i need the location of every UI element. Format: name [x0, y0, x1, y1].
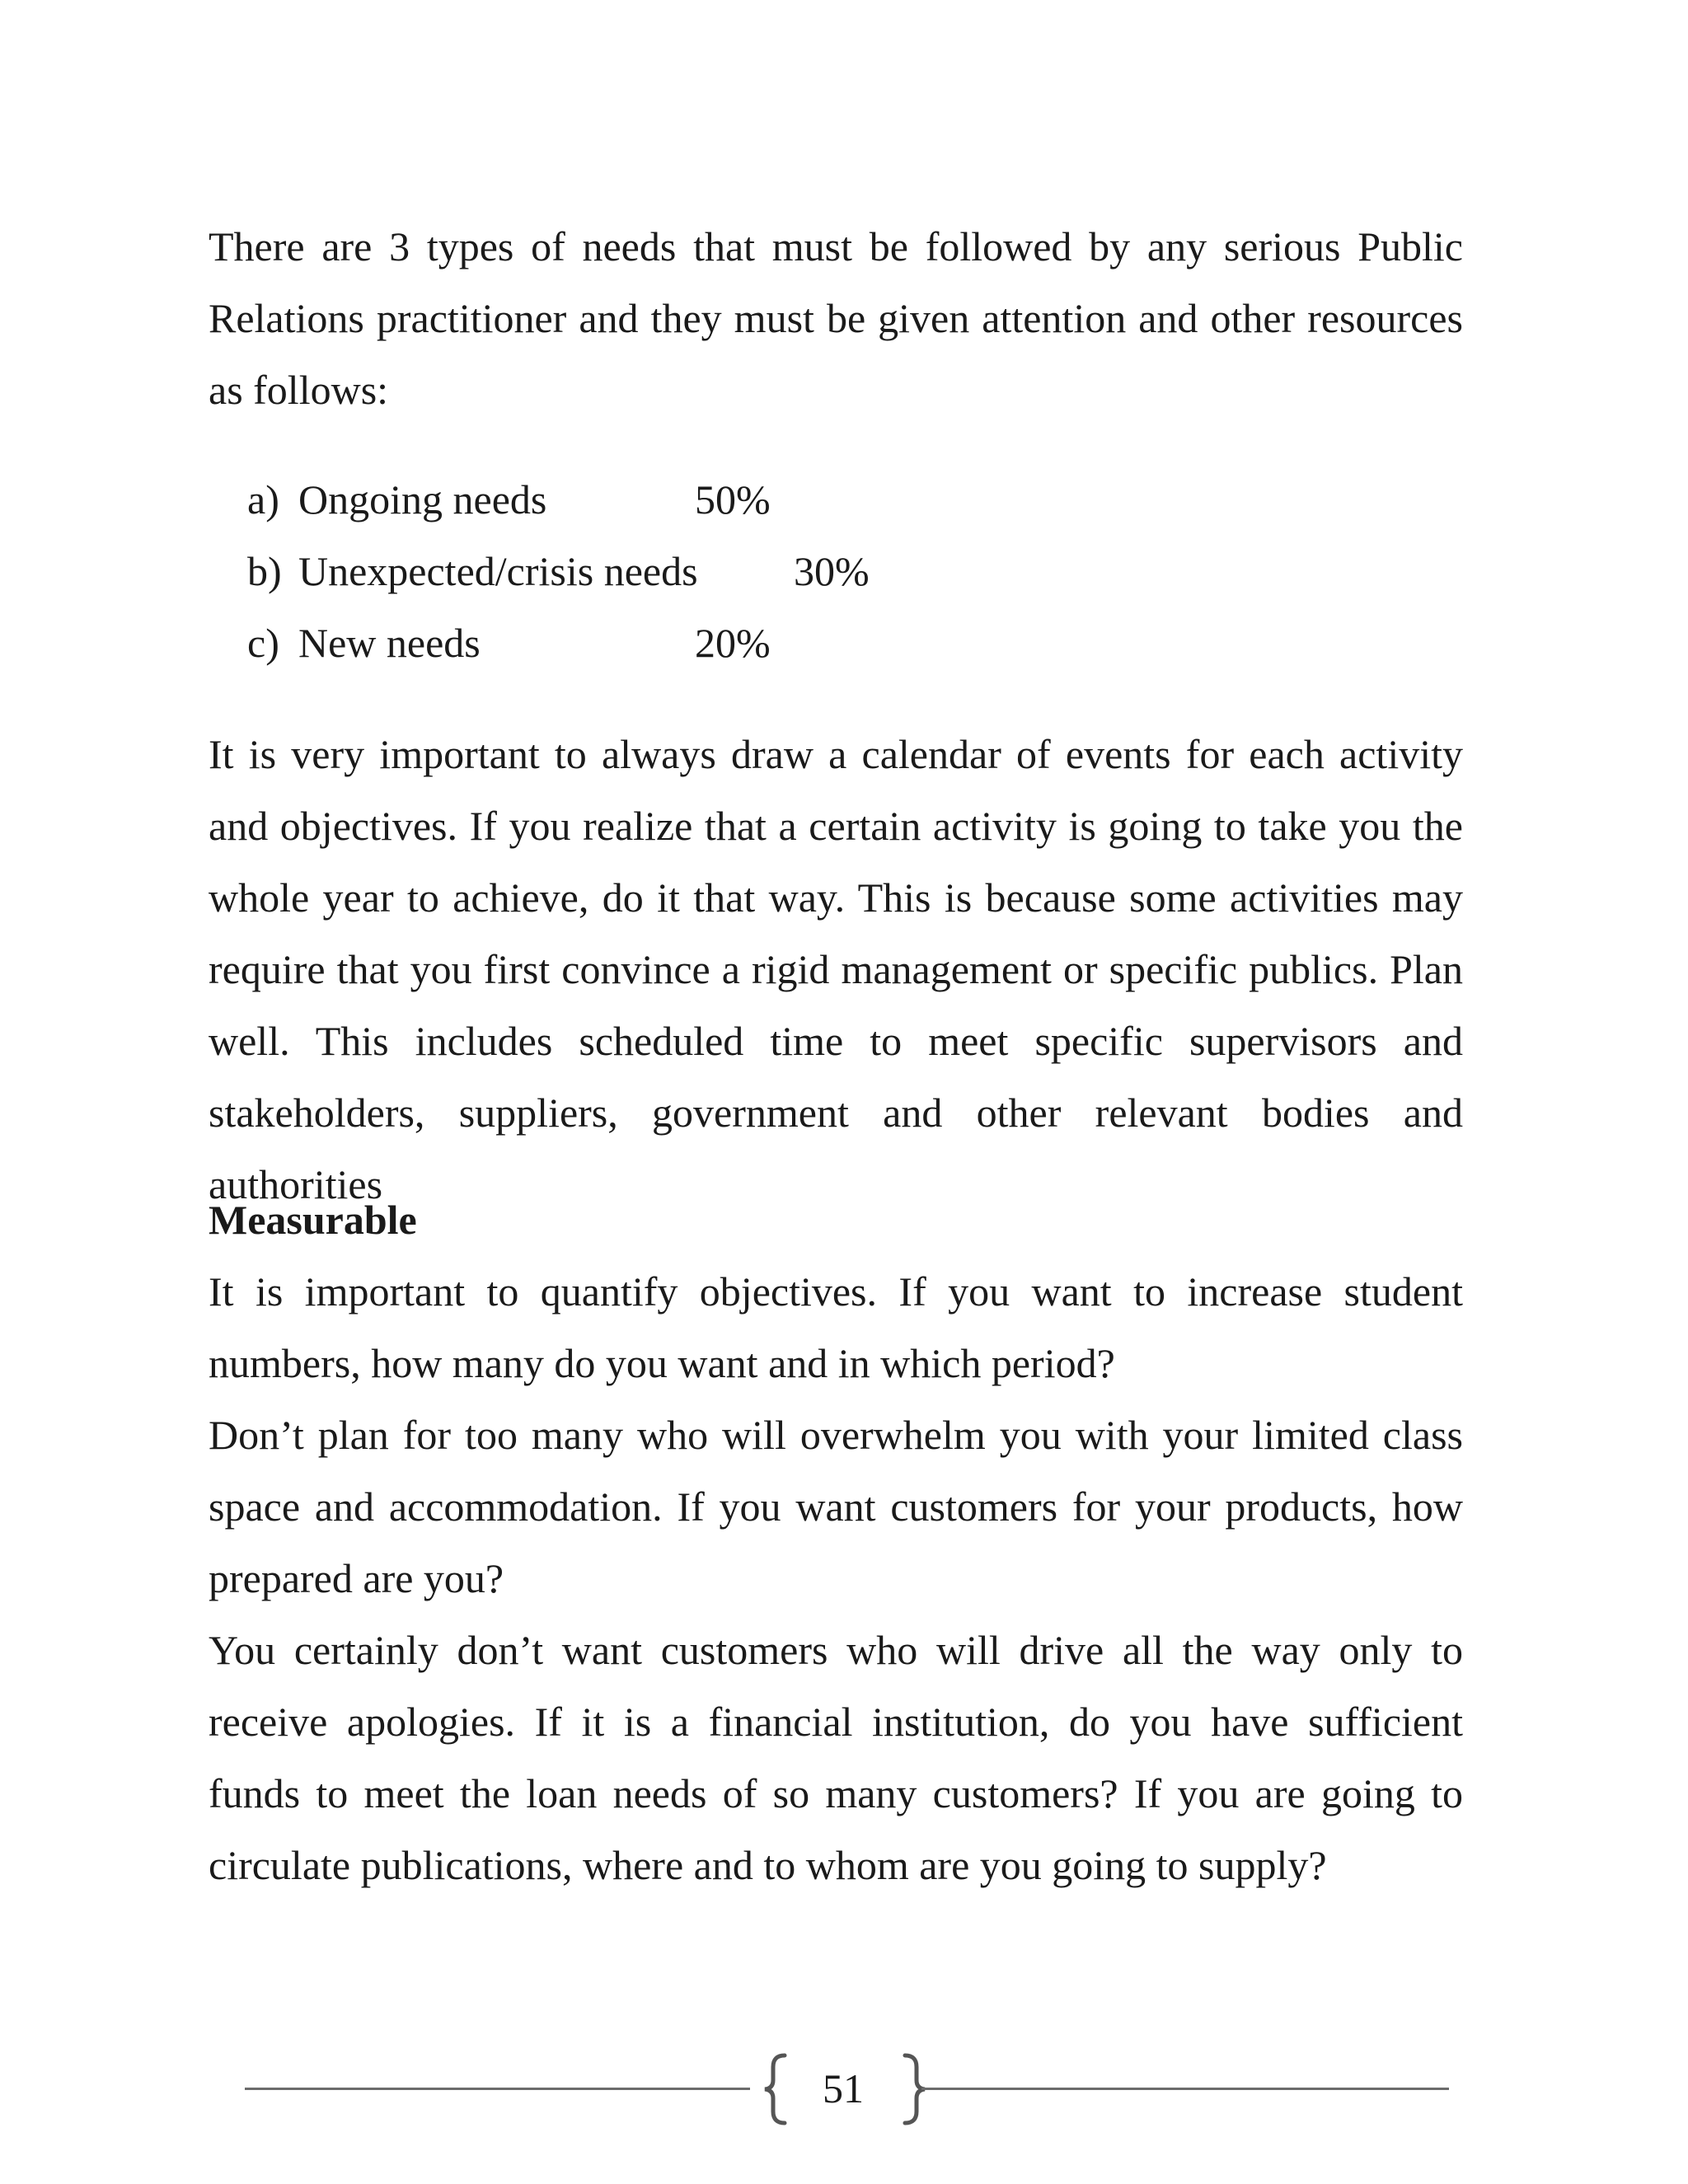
list-marker: c)	[247, 620, 279, 666]
section-heading: Measurable	[209, 1197, 417, 1243]
page-footer	[0, 2052, 1688, 2126]
list-marker: b)	[247, 548, 282, 594]
footer-rule-left	[245, 2088, 750, 2090]
intro-paragraph: There are 3 types of needs that must be followed by any serious Public Relations practitioner and they must be given attention and other resources as follows:	[209, 223, 1463, 413]
need-label: Unexpected/crisis needs	[298, 548, 698, 594]
need-label: New needs	[298, 620, 481, 666]
calendar-paragraph: It is very important to always draw a calendar of events for each activity and objectives. If you realize that a certain activity is going to take you the whole year to achieve, do it that way. This is because some activities may require that you first convince a rigid management or specific publics. Plan well. This includes scheduled time to meet specific supervisors and stakeholders, suppliers, government and other relevant bodies and authorities	[209, 731, 1463, 1207]
quantify-paragraph: It is important to quantify objectives. If you want to increase student numbers, how many do you want and in which period?	[209, 1268, 1463, 1386]
apologies-paragraph: You certainly don’t want customers who will drive all the way only to receive apologies. If it is a financial institution, do you have sufficient funds to meet the loan needs of so many customers? If you are going to circulate publications, where and to whom are you going to supply?	[209, 1627, 1463, 1888]
need-label: Ongoing needs	[298, 476, 547, 523]
footer-rule-right	[921, 2088, 1449, 2090]
overwhelm-paragraph: Don’t plan for too many who will overwhelm you with your limited class space and accommodation. If you want customers for your products, how prepared are you?	[209, 1412, 1463, 1601]
left-brace-icon	[760, 2052, 791, 2126]
page-number: 51	[823, 2065, 864, 2111]
need-percentage: 50%	[695, 476, 771, 523]
need-percentage: 20%	[695, 620, 771, 666]
need-percentage: 30%	[794, 548, 870, 594]
list-marker: a)	[247, 476, 279, 523]
